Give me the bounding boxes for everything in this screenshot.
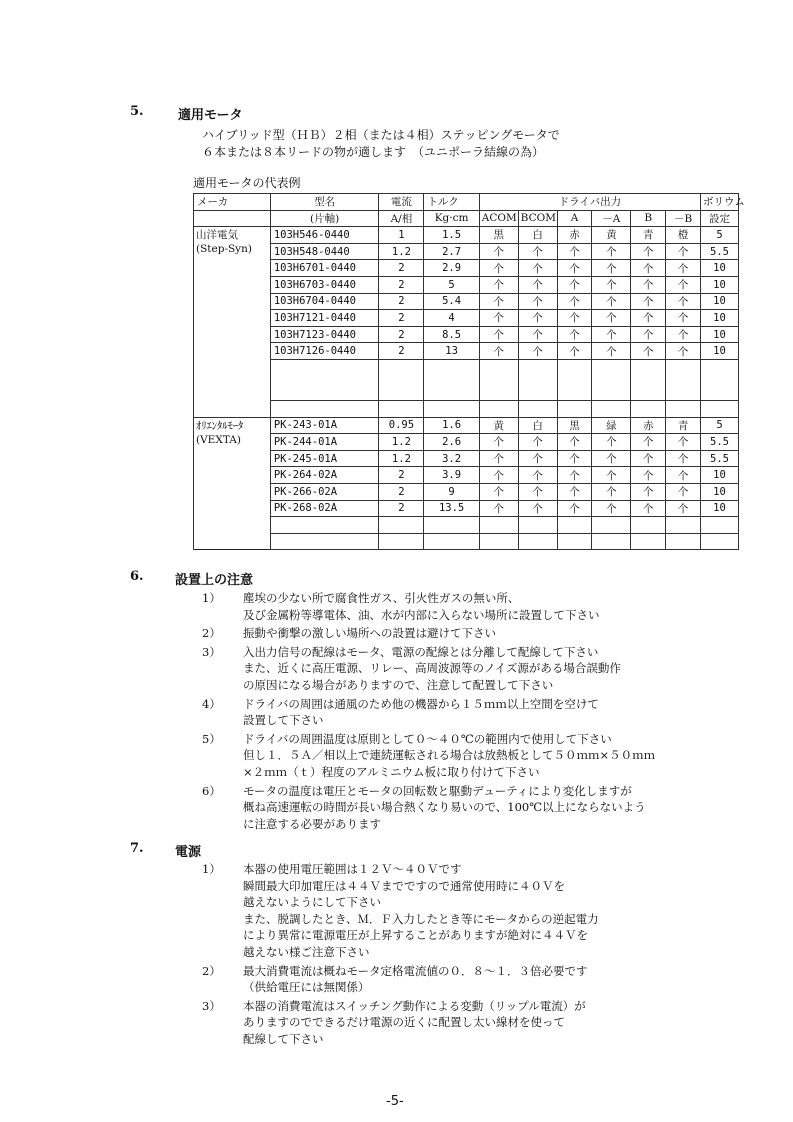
value-cell: 个 — [631, 276, 666, 293]
value-cell: 个 — [631, 310, 666, 327]
item-text-line: ×２ｍｍ（ｔ）程度のアルミニウム板に取り付けて下さい — [243, 764, 540, 779]
maker-cell: ｵﾘｴﾝﾀﾙﾓｰﾀ — [194, 417, 271, 434]
value-cell: 5.5 — [701, 243, 739, 260]
value-cell: 1.5 — [424, 227, 479, 244]
header-maker: メーカ — [194, 194, 271, 211]
section-5-line-2: ６本または８本リードの物が適します （ユニポーラ結線の為） — [202, 145, 545, 159]
section-5-line-1: ハイブリッド型（ＨＢ）２相（または４相）ステッピングモータで — [202, 128, 560, 142]
value-cell: 个 — [666, 483, 701, 500]
blank-cell — [592, 359, 631, 400]
blank-cell — [631, 400, 666, 417]
value-cell: 个 — [479, 450, 518, 467]
blank-cell — [194, 533, 271, 550]
header-driver-output: ドライバ出力 — [479, 194, 700, 211]
value-cell: 个 — [557, 500, 592, 517]
item-text-line: モータの温度は電圧とモータの回転数と駆動デューティにより変化しますが — [243, 783, 632, 798]
model-cell: PK-268-02A — [270, 500, 379, 517]
maker-cell — [194, 343, 271, 360]
value-cell: 5 — [424, 276, 479, 293]
value-cell: 个 — [666, 243, 701, 260]
header-a: A — [557, 210, 592, 227]
value-cell: 10 — [701, 260, 739, 277]
item-text-line: ドライバの周囲は通風のため他の機器から１５ｍｍ以上空間を空けて — [243, 696, 599, 711]
value-cell: 个 — [557, 276, 592, 293]
value-cell: 2 — [379, 326, 424, 343]
blank-cell — [270, 517, 379, 534]
maker-cell — [194, 450, 271, 467]
value-cell: 黒 — [479, 227, 518, 244]
blank-cell — [701, 400, 739, 417]
item-text-line: 概ね高速運転の時間が長い場合熱くなり易いので、100℃以上にならないよう — [243, 800, 646, 815]
header-volume: ボリウム — [701, 194, 739, 211]
item-text-line: 振動や衝撃の激しい場所への設置は避けて下さい — [243, 626, 496, 641]
blank-cell — [270, 359, 379, 400]
value-cell: 1.2 — [379, 434, 424, 451]
value-cell: 个 — [631, 326, 666, 343]
blank-cell — [194, 400, 271, 417]
blank-cell — [479, 533, 518, 550]
value-cell: 个 — [557, 310, 592, 327]
value-cell: 个 — [518, 343, 557, 360]
item-text-line: 本器の消費電流はスイッチング動作による変動（リップル電流）が — [243, 998, 586, 1013]
maker-cell — [194, 293, 271, 310]
value-cell: 个 — [592, 467, 631, 484]
header-blank — [194, 210, 271, 227]
item-text-line: 配線して下さい — [243, 1031, 324, 1046]
blank-cell — [194, 359, 271, 400]
model-cell: 103H6701-0440 — [270, 260, 379, 277]
value-cell: 个 — [631, 450, 666, 467]
value-cell: 个 — [557, 243, 592, 260]
table-row — [194, 417, 739, 434]
value-cell: 白 — [518, 417, 557, 434]
value-cell: 个 — [592, 326, 631, 343]
value-cell: 2 — [379, 467, 424, 484]
item-number: 1） — [202, 591, 221, 605]
table-row-blank — [194, 517, 739, 534]
blank-cell — [424, 533, 479, 550]
model-cell: PK-243-01A — [270, 417, 379, 434]
value-cell: 2 — [379, 500, 424, 517]
item-text-line: 入出力信号の配線はモータ、電源の配線とは分離して配線して下さい — [243, 644, 599, 659]
blank-cell — [270, 533, 379, 550]
section-5-title: 適用モータ — [178, 108, 243, 123]
value-cell: 个 — [479, 483, 518, 500]
item-text-line: 塵埃の少ない所で腐食性ガス、引火性ガスの無い所、 — [243, 591, 520, 605]
value-cell: 10 — [701, 467, 739, 484]
value-cell: 个 — [666, 276, 701, 293]
item-number: 3） — [202, 998, 221, 1013]
maker-cell — [194, 500, 271, 517]
value-cell: 2 — [379, 483, 424, 500]
value-cell: 个 — [518, 483, 557, 500]
header-amp-per-phase: A/相 — [379, 210, 424, 227]
blank-cell — [518, 517, 557, 534]
value-cell: 5.4 — [424, 293, 479, 310]
value-cell: 黄 — [479, 417, 518, 434]
header-minus-a: －A — [592, 210, 631, 227]
blank-cell — [631, 517, 666, 534]
value-cell: 个 — [592, 483, 631, 500]
value-cell: 5.5 — [701, 434, 739, 451]
section-6-number: 6. — [130, 569, 144, 584]
maker-cell — [194, 276, 271, 293]
header-setting: 設定 — [701, 210, 739, 227]
blank-cell — [379, 400, 424, 417]
value-cell: 2 — [379, 276, 424, 293]
value-cell: 个 — [518, 450, 557, 467]
value-cell: 2 — [379, 310, 424, 327]
item-number: 6） — [202, 783, 221, 798]
value-cell: 个 — [479, 293, 518, 310]
maker-cell: (Step-Syn) — [194, 243, 271, 260]
value-cell: 个 — [557, 483, 592, 500]
value-cell: 緑 — [592, 417, 631, 434]
item-number: 3） — [202, 644, 221, 659]
value-cell: 个 — [479, 434, 518, 451]
item-text-line: 越えないようにして下さい — [243, 895, 381, 910]
table-row — [194, 467, 739, 484]
value-cell: 个 — [631, 434, 666, 451]
blank-cell — [701, 517, 739, 534]
value-cell: 个 — [666, 326, 701, 343]
section-5-number: 5. — [130, 104, 144, 119]
value-cell: 个 — [631, 343, 666, 360]
table-row — [194, 483, 739, 500]
value-cell: 个 — [666, 434, 701, 451]
table-row — [194, 243, 739, 260]
blank-cell — [592, 533, 631, 550]
value-cell: 个 — [592, 260, 631, 277]
value-cell: 个 — [592, 434, 631, 451]
model-cell: 103H6703-0440 — [270, 276, 379, 293]
blank-cell — [666, 533, 701, 550]
section-6-title: 設置上の注意 — [175, 573, 254, 588]
table-row — [194, 500, 739, 517]
value-cell: 个 — [518, 243, 557, 260]
value-cell: 9 — [424, 483, 479, 500]
value-cell: 个 — [479, 276, 518, 293]
blank-cell — [379, 517, 424, 534]
blank-cell — [557, 533, 592, 550]
value-cell: 5 — [701, 227, 739, 244]
table-row — [194, 343, 739, 360]
value-cell: 个 — [479, 260, 518, 277]
value-cell: 10 — [701, 483, 739, 500]
value-cell: 个 — [557, 343, 592, 360]
table-row-blank — [194, 359, 739, 400]
item-text-line: また、近くに高圧電源、リレー、高周波源等のノイズ源がある場合誤動作 — [243, 661, 621, 676]
model-cell: PK-244-01A — [270, 434, 379, 451]
maker-cell — [194, 310, 271, 327]
table-row — [194, 450, 739, 467]
model-cell: 103H7126-0440 — [270, 343, 379, 360]
blank-cell — [479, 359, 518, 400]
value-cell: 个 — [557, 450, 592, 467]
blank-cell — [701, 533, 739, 550]
value-cell: 个 — [557, 260, 592, 277]
value-cell: 10 — [701, 310, 739, 327]
value-cell: 个 — [631, 293, 666, 310]
value-cell: 个 — [631, 483, 666, 500]
value-cell: 个 — [592, 310, 631, 327]
value-cell: 2 — [379, 260, 424, 277]
item-text-line: 本器の使用電圧範囲は１２Ｖ～４０Ｖです — [243, 862, 462, 876]
value-cell: 3.2 — [424, 450, 479, 467]
value-cell: 10 — [701, 500, 739, 517]
header-acom: ACOM — [479, 210, 518, 227]
table-row — [194, 326, 739, 343]
table-row-blank — [194, 400, 739, 417]
item-number: 1） — [202, 862, 221, 876]
table-row — [194, 310, 739, 327]
blank-cell — [479, 517, 518, 534]
blank-cell — [592, 400, 631, 417]
model-cell: 103H7123-0440 — [270, 326, 379, 343]
value-cell: 白 — [518, 227, 557, 244]
item-text-line: 越えない様ご注意下さい — [243, 945, 370, 959]
blank-cell — [631, 359, 666, 400]
header-b: B — [631, 210, 666, 227]
section-7-number: 7. — [130, 841, 144, 856]
value-cell: 个 — [479, 343, 518, 360]
value-cell: 个 — [518, 326, 557, 343]
model-cell: 103H7121-0440 — [270, 310, 379, 327]
value-cell: 青 — [666, 417, 701, 434]
value-cell: 2 — [379, 293, 424, 310]
value-cell: 个 — [518, 276, 557, 293]
blank-cell — [631, 533, 666, 550]
value-cell: 个 — [518, 500, 557, 517]
item-number: 5） — [202, 731, 221, 746]
value-cell: 2.6 — [424, 434, 479, 451]
value-cell: 个 — [592, 243, 631, 260]
table-row — [194, 293, 739, 310]
table-header-row-2 — [194, 210, 739, 227]
model-cell: 103H548-0440 — [270, 243, 379, 260]
item-text-line: により異常に電源電圧が上昇することがありますが絶対に４４Ｖを — [243, 928, 588, 943]
value-cell: 个 — [666, 293, 701, 310]
blank-cell — [557, 400, 592, 417]
blank-cell — [666, 517, 701, 534]
value-cell: 个 — [479, 310, 518, 327]
item-text-line: 設置して下さい — [243, 713, 324, 728]
table-header-row-1 — [194, 194, 739, 211]
maker-cell — [194, 483, 271, 500]
value-cell: 个 — [592, 343, 631, 360]
value-cell: 0.95 — [379, 417, 424, 434]
header-torque: トルク — [424, 194, 479, 211]
value-cell: 个 — [518, 293, 557, 310]
maker-cell — [194, 467, 271, 484]
item-text-line: の原因になる場合がありますので、注意して配置して下さい — [243, 677, 554, 692]
value-cell: 10 — [701, 293, 739, 310]
value-cell: 个 — [631, 260, 666, 277]
item-text-line: 但し１．５Ａ／相以上で連続運転される場合は放熱板として５０ｍｍ×５０ｍｍ — [243, 748, 656, 763]
value-cell: 个 — [479, 467, 518, 484]
value-cell: 1 — [379, 227, 424, 244]
header-minus-b: －B — [666, 210, 701, 227]
value-cell: 10 — [701, 276, 739, 293]
value-cell: 5.5 — [701, 450, 739, 467]
blank-cell — [666, 400, 701, 417]
value-cell: 2.9 — [424, 260, 479, 277]
blank-cell — [479, 400, 518, 417]
motor-table — [193, 193, 745, 550]
item-text-line: ありますのでできるだけ電源の近くに配置し太い線材を使って — [243, 1015, 565, 1030]
value-cell: 13 — [424, 343, 479, 360]
value-cell: 个 — [631, 243, 666, 260]
value-cell: 个 — [592, 293, 631, 310]
value-cell: 个 — [666, 467, 701, 484]
value-cell: 个 — [557, 467, 592, 484]
value-cell: 个 — [592, 450, 631, 467]
section-7-title: 電源 — [175, 845, 202, 860]
value-cell: 赤 — [557, 227, 592, 244]
value-cell: 青 — [631, 227, 666, 244]
blank-cell — [666, 359, 701, 400]
value-cell: 个 — [518, 310, 557, 327]
item-number: 2） — [202, 626, 221, 641]
blank-cell — [424, 359, 479, 400]
blank-cell — [518, 400, 557, 417]
table-caption: 適用モータの代表例 — [193, 176, 301, 190]
model-cell: 103H6704-0440 — [270, 293, 379, 310]
value-cell: 个 — [479, 326, 518, 343]
item-text-line: 瞬間最大印加電圧は４４Ｖまでですので通常使用時に４０Ｖを — [243, 878, 565, 893]
model-cell: PK-266-02A — [270, 483, 379, 500]
header-shaft: (片軸) — [270, 210, 379, 227]
item-text-line: に注意する必要があります — [243, 816, 381, 831]
blank-cell — [424, 517, 479, 534]
item-text-line: ドライバの周囲温度は原則として０～４０℃の範囲内で使用して下さい — [243, 731, 612, 746]
blank-cell — [379, 359, 424, 400]
blank-cell — [379, 533, 424, 550]
header-current: 電流 — [379, 194, 424, 211]
value-cell: 个 — [666, 260, 701, 277]
value-cell: 5 — [701, 417, 739, 434]
maker-cell — [194, 260, 271, 277]
value-cell: 个 — [666, 500, 701, 517]
value-cell: 个 — [479, 243, 518, 260]
maker-cell: 山洋電気 — [194, 227, 271, 244]
table-row — [194, 260, 739, 277]
blank-cell — [557, 517, 592, 534]
blank-cell — [557, 359, 592, 400]
header-bcom: BCOM — [518, 210, 557, 227]
page-number: -5- — [386, 1094, 404, 1109]
item-number: 2） — [202, 963, 221, 978]
value-cell: 1.6 — [424, 417, 479, 434]
value-cell: 赤 — [631, 417, 666, 434]
blank-cell — [194, 517, 271, 534]
value-cell: 个 — [631, 500, 666, 517]
table-row — [194, 434, 739, 451]
value-cell: 个 — [518, 260, 557, 277]
value-cell: 个 — [592, 276, 631, 293]
table-row — [194, 276, 739, 293]
model-cell: PK-264-02A — [270, 467, 379, 484]
blank-cell — [518, 533, 557, 550]
value-cell: 个 — [592, 500, 631, 517]
value-cell: 个 — [518, 467, 557, 484]
header-model: 型名 — [270, 194, 379, 211]
value-cell: 10 — [701, 326, 739, 343]
value-cell: 3.9 — [424, 467, 479, 484]
value-cell: 8.5 — [424, 326, 479, 343]
value-cell: 个 — [479, 500, 518, 517]
item-text-line: 及び金属粉等導電体、油、水が内部に入らない場所に設置して下さい — [243, 607, 600, 622]
value-cell: 橙 — [666, 227, 701, 244]
blank-cell — [518, 359, 557, 400]
value-cell: 1.2 — [379, 450, 424, 467]
blank-cell — [592, 517, 631, 534]
table-row-blank — [194, 533, 739, 550]
value-cell: 个 — [557, 434, 592, 451]
value-cell: 10 — [701, 343, 739, 360]
model-cell: 103H546-0440 — [270, 227, 379, 244]
maker-cell: (VEXTA) — [194, 434, 271, 451]
item-text-line: 最大消費電流は概ねモータ定格電流値の０．８～１．３倍必要です — [243, 963, 588, 978]
value-cell: 黒 — [557, 417, 592, 434]
table-row — [194, 227, 739, 244]
value-cell: 个 — [557, 326, 592, 343]
value-cell: 个 — [666, 310, 701, 327]
value-cell: 4 — [424, 310, 479, 327]
value-cell: 个 — [666, 343, 701, 360]
value-cell: 黄 — [592, 227, 631, 244]
header-kgcm: Kg·cm — [424, 210, 479, 227]
model-cell: PK-245-01A — [270, 450, 379, 467]
blank-cell — [701, 359, 739, 400]
value-cell: 个 — [666, 450, 701, 467]
maker-cell — [194, 326, 271, 343]
value-cell: 2 — [379, 343, 424, 360]
blank-cell — [424, 400, 479, 417]
value-cell: 个 — [631, 467, 666, 484]
item-text-line: （供給電圧には無関係） — [243, 980, 370, 995]
value-cell: 2.7 — [424, 243, 479, 260]
value-cell: 1.2 — [379, 243, 424, 260]
item-number: 4） — [202, 696, 221, 711]
value-cell: 个 — [518, 434, 557, 451]
blank-cell — [270, 400, 379, 417]
value-cell: 个 — [557, 293, 592, 310]
item-text-line: また、脱調したとき、Ｍ．Ｆ入力したとき等にモータからの逆起電力 — [243, 911, 599, 926]
value-cell: 13.5 — [424, 500, 479, 517]
